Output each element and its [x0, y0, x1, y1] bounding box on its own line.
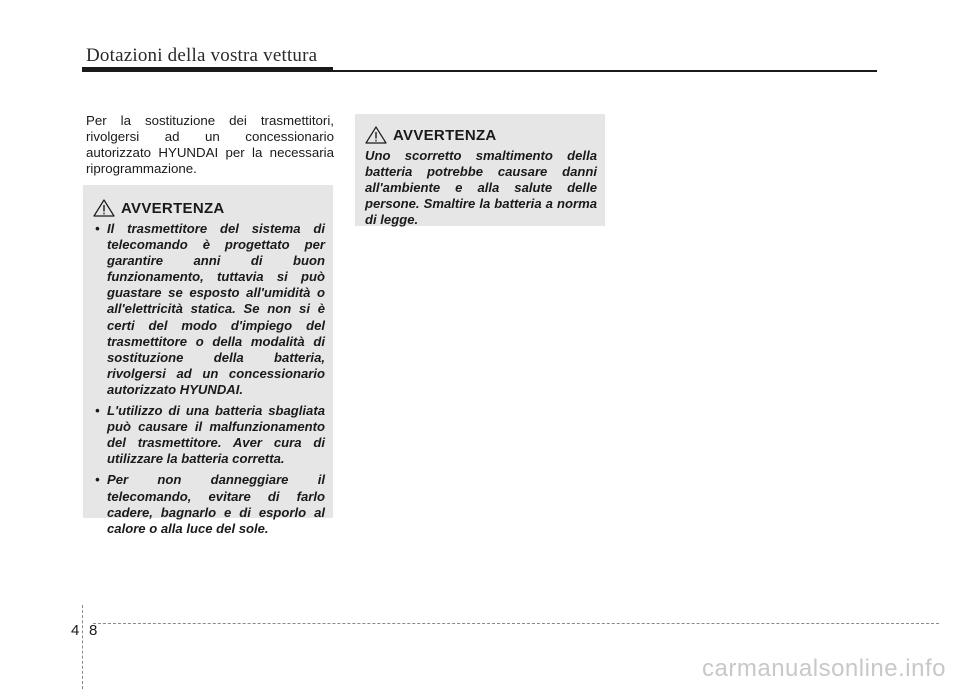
warning-bullet-list [93, 221, 325, 537]
warning-box-left [83, 185, 333, 536]
page-header-title: Dotazioni della vostra vettura [86, 45, 318, 66]
warning-title: AVVERTENZA [121, 200, 225, 217]
header-rule-thick [82, 67, 333, 72]
warning-triangle-icon [365, 126, 387, 144]
warning-box-right [355, 114, 605, 226]
warning-header [365, 124, 597, 144]
page-number: 8 [89, 622, 98, 639]
warning-text: Uno scorretto smaltimento della batteria potrebbe causare danni all'ambiente e alla salute delle persone. Smaltire la batteria a norma di legge. [365, 148, 597, 228]
footer-divider-horizontal [93, 623, 939, 624]
watermark-text: carmanualsonline.info [702, 655, 946, 682]
warning-header [93, 197, 325, 217]
warning-title: AVVERTENZA [393, 127, 497, 144]
header-rule-thin [333, 70, 877, 72]
warning-bullet: • Il trasmettitore del sistema di telecomando è progettato per garantire anni di buon funzionamento, tuttavia si può guastare se esposto all'umidità o all'elettricità statica. Se non si è certi del modo d'impiego del trasmettitore o della modalità di sostituzione della batteria, rivolgersi ad un concessionario autorizzato HYUNDAI. [95, 221, 325, 397]
intro-paragraph: Per la sostituzione dei trasmettitori, rivolgersi ad un concessionario autorizzato HYUNDAI per la necessaria riprogrammazione. [86, 113, 334, 176]
warning-bullet: • Per non danneggiare il telecomando, evitare di farlo cadere, bagnarlo e di esporlo al calore o alla luce del sole. [95, 472, 325, 536]
footer-divider-vertical [82, 605, 83, 689]
chapter-number: 4 [71, 622, 80, 639]
warning-triangle-icon [93, 199, 115, 217]
warning-bullet: • L'utilizzo di una batteria sbagliata può causare il malfunzionamento del trasmettitore. Aver cura di utilizzare la batteria corretta. [95, 403, 325, 467]
